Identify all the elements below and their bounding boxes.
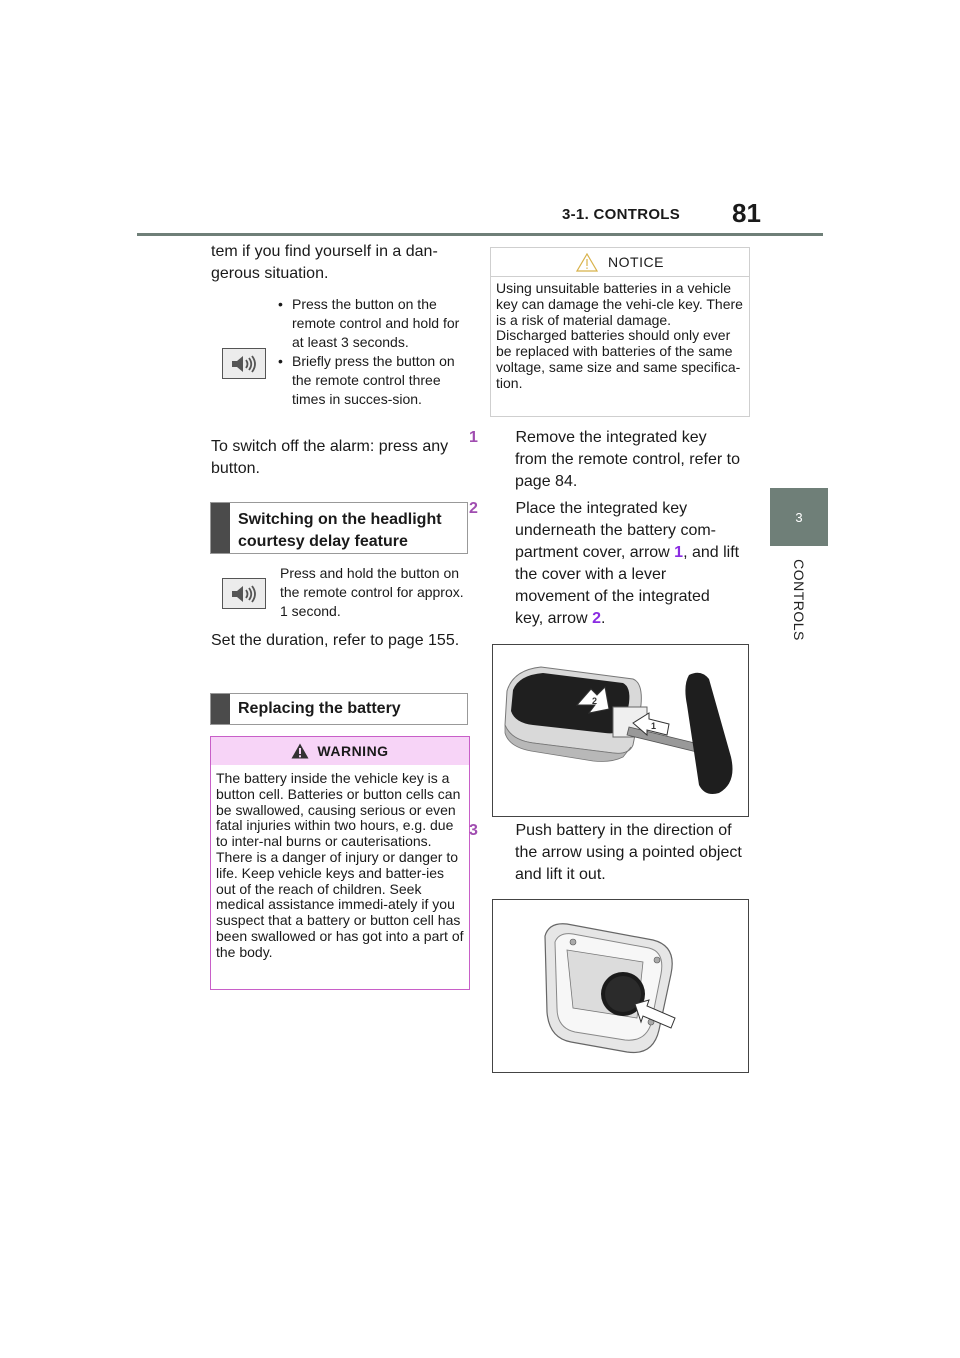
step-3: [469, 820, 742, 886]
step-text: Push battery in the direction of the arrow using a pointed object and lift it out.: [515, 822, 742, 883]
notice-text: Using unsuitable batteries in a vehicle key can damage the vehi-cle key. There is a risk of material damage. Discharged batteries should only ever be replaced with batteries of the same voltage, same size and same specifica-tion.: [496, 280, 743, 391]
step-text: , and lift the cover with a lever movement of the integrated key, arrow: [515, 544, 740, 627]
notice-triangle-icon: [576, 253, 598, 272]
warning-triangle-icon: [291, 743, 309, 759]
key-removal-illustration: [492, 644, 749, 817]
step-2: [469, 498, 742, 630]
warning-text: The battery inside the vehicle key is a button cell. Batteries or button cells can be swallowed, causing serious or even fatal injuries within two hours, e.g. due to inter-nal burns or cauterisations. There is a danger of injury or danger to life. Keep vehicle keys and batter-ies out of the reach of children. Seek medical assistance immedi-ately if you suspect that a battery or button cell has been swallowed or has got into a part of the body.: [216, 770, 464, 960]
header-rule: [137, 233, 823, 236]
speaker-sound-icon: [222, 348, 266, 379]
intro-text: tem if you find yourself in a dan-gerous situation.: [211, 243, 438, 282]
section-heading-bar: [211, 694, 230, 724]
arrow-2-ref: 2: [592, 610, 601, 627]
notice-header: [491, 248, 749, 277]
step-1-text-block: [469, 427, 742, 493]
step-text: Remove the integrated key from the remote control, refer to page 84.: [515, 429, 740, 490]
step-1: [469, 427, 742, 493]
chapter-number: 3: [795, 509, 803, 525]
step-text: Place the integrated key underneath the battery com-partment cover, arrow: [515, 500, 717, 561]
notice-box: [490, 247, 750, 417]
step-number: 2: [469, 500, 478, 517]
chapter-number-tab: [770, 488, 828, 546]
alarm-bullet-list: [278, 295, 468, 409]
battery-section-heading: [210, 693, 468, 725]
section-heading-title: Switching on the headlight courtesy delay feature: [238, 511, 442, 550]
page-number: 81: [732, 198, 761, 228]
step-text: .: [600, 610, 606, 627]
section-heading-title: Replacing the battery: [238, 700, 401, 717]
speaker-sound-icon: [222, 578, 266, 609]
step-3-text-block: [469, 820, 742, 886]
arrow-1-ref: 1: [674, 544, 684, 561]
warning-title: WARNING: [317, 743, 389, 759]
warning-box: [210, 736, 470, 990]
battery-removal-illustration: [492, 899, 749, 1073]
alarm-bullet-item: • Press the button on the remote control and hold for at least 3 seconds.: [278, 295, 468, 352]
header-section-title: 3-1. CONTROLS: [562, 206, 681, 223]
switch-off-text: To switch off the alarm: press any button.: [211, 438, 449, 477]
chapter-side-label: [770, 548, 828, 652]
step-number: 3: [469, 822, 478, 839]
step-number: 1: [469, 429, 478, 446]
headlight-section-heading: [210, 502, 468, 554]
alarm-bullet-item: • Briefly press the button on the remote control three times in succes-sion.: [278, 352, 468, 409]
step-2-text-block: [469, 498, 742, 630]
figure-arrow-label-2: 2: [592, 696, 598, 706]
chapter-label: CONTROLS: [791, 559, 808, 641]
duration-text: Set the duration, refer to page 155.: [211, 632, 460, 649]
section-heading-bar: [211, 503, 230, 553]
figure-arrow-label-1: 1: [651, 721, 657, 731]
headlight-note: Press and hold the button on the remote control for approx. 1 second.: [280, 565, 464, 619]
notice-title: NOTICE: [608, 254, 664, 270]
warning-header: [211, 737, 469, 765]
